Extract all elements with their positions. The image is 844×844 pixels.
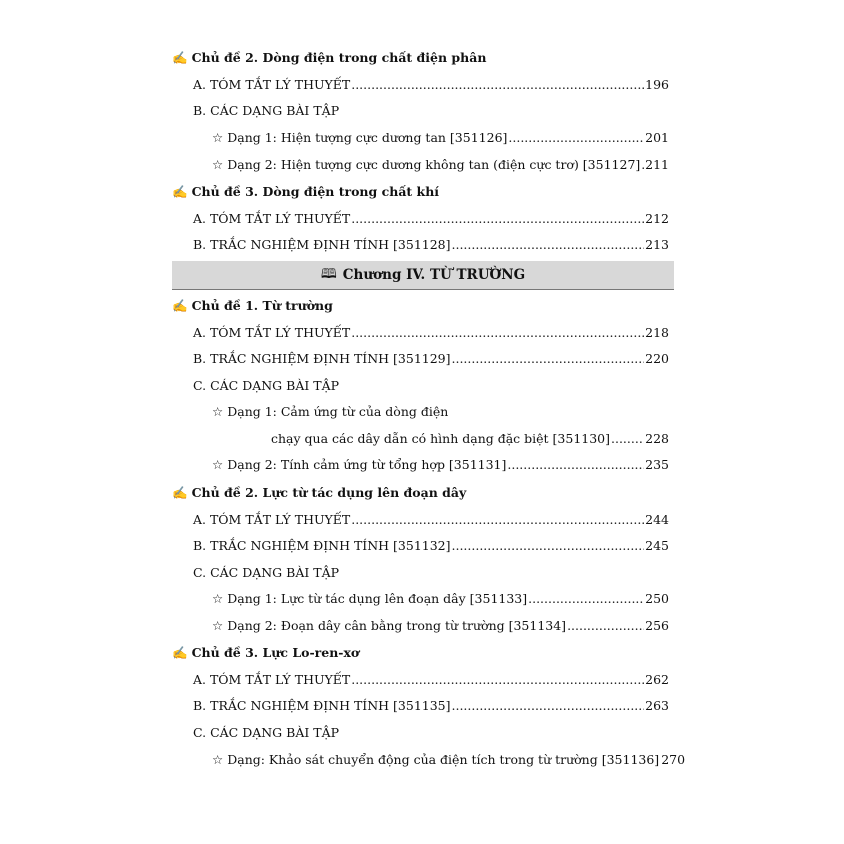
toc-entry[interactable]: ☆ Dạng 2: Tính cảm ứng từ tổng hợp [351131] ..... 235 [0, 453, 844, 479]
chapter-heading[interactable]: 🕮 Chương IV. TỪ TRƯỜNG [172, 261, 674, 290]
toc-entry[interactable]: B. TRẮC NGHIỆM ĐỊNH TÍNH [351135] ..... 263 [0, 694, 844, 720]
toc-entry: C. CÁC DẠNG BÀI TẬP [193, 725, 340, 740]
toc-entry[interactable]: ☆ Dạng 2: Hiện tượng cực dương không tan (điện cực trơ) [351127] ..... 211 [0, 153, 844, 179]
topic-heading: ✍ Chủ đề 2. Dòng điện trong chất điện phân [172, 50, 487, 65]
toc-entry[interactable]: A. TÓM TẮT LÝ THUYẾT ..... 262 [0, 668, 844, 694]
star-icon: ☆ [212, 404, 224, 419]
star-icon: ☆ [212, 618, 224, 633]
pen-icon: ✍ [172, 645, 188, 660]
book-icon: 🕮 [320, 265, 337, 282]
toc-entry[interactable]: A. TÓM TẮT LÝ THUYẾT ..... 196 [0, 73, 844, 99]
pen-icon: ✍ [172, 50, 188, 65]
toc-entry[interactable]: chạy qua các dây dẫn có hình dạng đặc biệt [351130] ..... 228 [0, 427, 844, 453]
toc-entry: ☆ Dạng 1: Cảm ứng từ của dòng điện [212, 404, 449, 419]
pen-icon: ✍ [172, 298, 188, 313]
toc-entry: C. CÁC DẠNG BÀI TẬP [193, 565, 340, 580]
star-icon: ☆ [212, 130, 224, 145]
toc-entry[interactable]: ☆ Dạng: Khảo sát chuyển động của điện tích trong từ trường [351136] 270 [212, 752, 686, 767]
toc-entry: B. CÁC DẠNG BÀI TẬP [193, 103, 340, 118]
pen-icon: ✍ [172, 184, 188, 199]
star-icon: ☆ [212, 157, 224, 172]
pen-icon: ✍ [172, 485, 188, 500]
star-icon: ☆ [212, 591, 224, 606]
toc-entry[interactable]: B. TRẮC NGHIỆM ĐỊNH TÍNH [351129] ..... 220 [0, 347, 844, 373]
toc-entry[interactable]: A. TÓM TẮT LÝ THUYẾT ..... 212 [0, 207, 844, 233]
toc-entry[interactable]: B. TRẮC NGHIỆM ĐỊNH TÍNH [351128] ..... 213 [0, 233, 844, 259]
star-icon: ☆ [212, 457, 224, 472]
star-icon: ☆ [212, 752, 224, 767]
toc-entry: C. CÁC DẠNG BÀI TẬP [193, 378, 340, 393]
toc-entry[interactable]: ☆ Dạng 1: Hiện tượng cực dương tan [351126] ..... 201 [0, 126, 844, 152]
topic-heading: ✍ Chủ đề 2. Lực từ tác dụng lên đoạn dây [172, 485, 467, 500]
toc-entry[interactable]: B. TRẮC NGHIỆM ĐỊNH TÍNH [351132] ..... 245 [0, 534, 844, 560]
topic-heading: ✍ Chủ đề 3. Dòng điện trong chất khí [172, 184, 440, 199]
topic-heading: ✍ Chủ đề 3. Lực Lo-ren-xơ [172, 645, 360, 660]
toc-entry[interactable]: A. TÓM TẮT LÝ THUYẾT ..... 218 [0, 321, 844, 347]
toc-entry[interactable]: ☆ Dạng 2: Đoạn dây cân bằng trong từ trường [351134] ..... 256 [0, 614, 844, 640]
toc-entry[interactable]: A. TÓM TẮT LÝ THUYẾT ..... 244 [0, 508, 844, 534]
toc-entry[interactable]: ☆ Dạng 1: Lực từ tác dụng lên đoạn dây [351133] ..... 250 [0, 587, 844, 613]
topic-heading: ✍ Chủ đề 1. Từ trường [172, 298, 333, 313]
